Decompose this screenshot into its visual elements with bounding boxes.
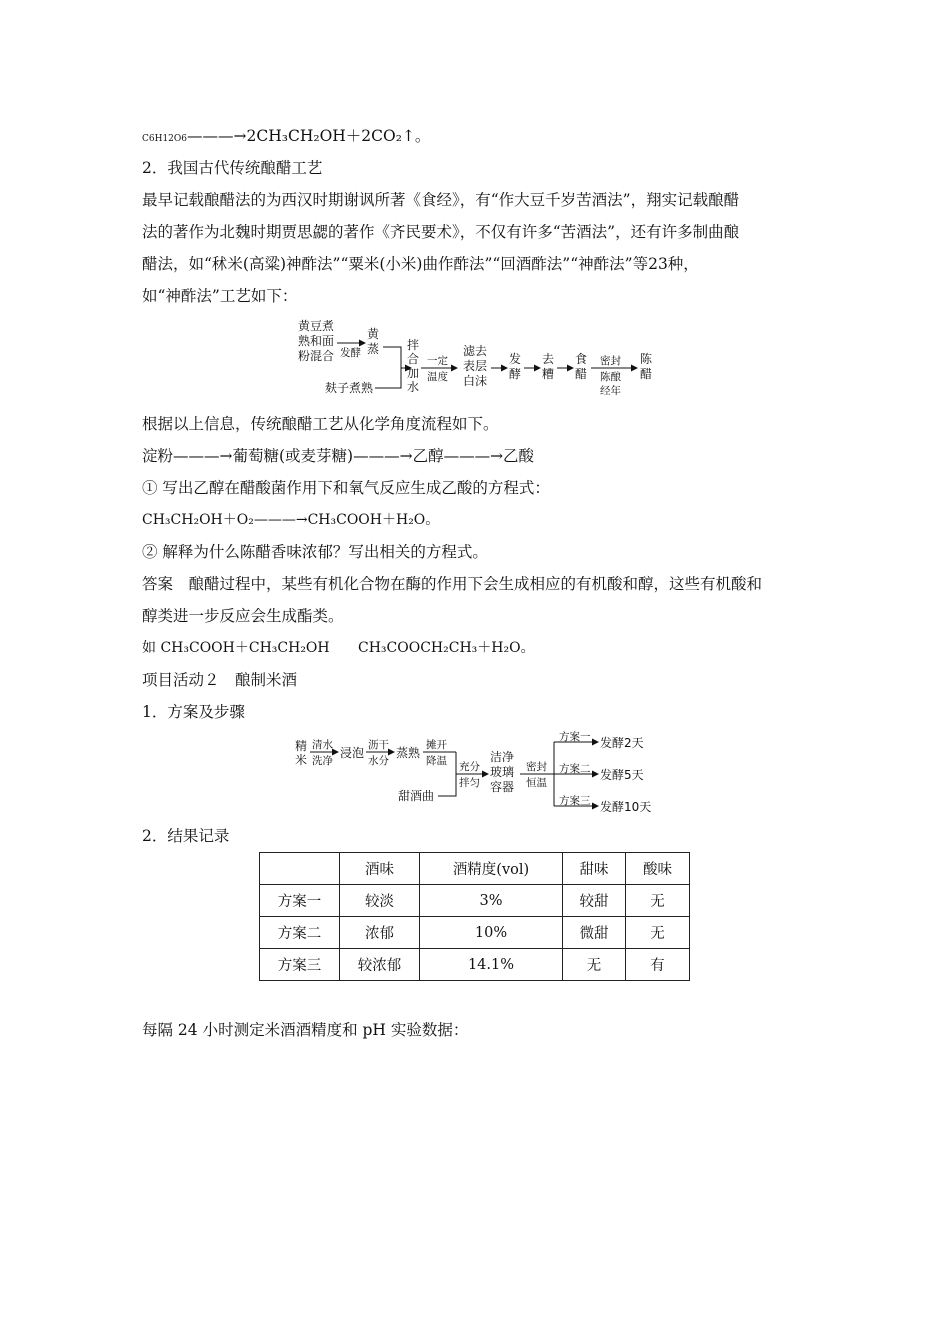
drain-top: 沥干 <box>368 739 389 751</box>
answer-line-1: 答案 酿醋过程中，某些有机化合物在酶的作用下会生成相应的有机酸和醇，这些有机酸和 <box>142 575 763 593</box>
mix-4: 水 <box>407 380 420 394</box>
table-header-cell: 酒味 <box>340 853 420 885</box>
temp-top: 一定 <box>427 355 448 367</box>
jar-2: 玻璃 <box>490 765 515 779</box>
table-row <box>260 949 690 981</box>
table-cell: 浓郁 <box>340 917 420 949</box>
age-2: 经年 <box>600 385 621 397</box>
wash-top: 清水 <box>312 739 333 751</box>
table-cell: 较淡 <box>340 885 420 917</box>
answer-line-2: 醇类进一步反应会生成酯类。 <box>142 607 344 625</box>
mix-top: 充分 <box>459 761 480 773</box>
table-cell: 10% <box>420 917 563 949</box>
temp-bottom: 温度 <box>427 371 448 383</box>
plan-3-label: 方案三 <box>559 795 591 807</box>
flow-start-2: 熟和面 <box>298 334 335 348</box>
spread-top: 摊开 <box>426 739 447 751</box>
drain-bottom: 水分 <box>368 755 389 767</box>
vinegar-process-diagram <box>295 316 665 400</box>
result-heading: 2．结果记录 <box>142 827 230 845</box>
fa: 发 <box>509 352 522 366</box>
table-header-cell: 酒精度(vol) <box>420 853 563 885</box>
plan-2-label: 方案二 <box>559 763 591 775</box>
seal-label: 密封 <box>600 355 621 367</box>
equation-product: 2CH₃CH₂OH＋2CO₂↑。 <box>246 127 431 145</box>
rice-wine-process-diagram <box>292 730 662 812</box>
result-2: 发酵5天 <box>600 768 644 782</box>
mi: 米 <box>295 753 308 767</box>
flow-start-3: 粉混合 <box>298 349 335 363</box>
soak: 浸泡 <box>340 746 365 760</box>
answer-equation-left: 如 CH₃COOH＋CH₃CH₂OH <box>142 640 330 656</box>
table-cell: 方案三 <box>260 949 340 981</box>
seal-bottom: 恒温 <box>526 777 547 789</box>
age-1: 陈酿 <box>600 371 621 383</box>
fuzi-label: 麸子煮熟 <box>325 381 374 395</box>
cu-final: 醋 <box>640 367 653 381</box>
table-cell: 14.1% <box>420 949 563 981</box>
table-cell: 无 <box>626 917 690 949</box>
table-row <box>260 917 690 949</box>
table-row <box>260 885 690 917</box>
flow-start-1: 黄豆煮 <box>298 319 335 333</box>
top-equation <box>142 126 430 149</box>
steam: 蒸熟 <box>396 746 421 760</box>
result-table <box>259 852 690 981</box>
filter-1: 滤去 <box>463 344 488 358</box>
plan-1-label: 方案一 <box>559 731 591 743</box>
filter-2: 表层 <box>463 359 488 373</box>
activity-title: 项目活动２ 酿制米酒 <box>142 671 298 689</box>
table-header-cell: 甜味 <box>563 853 626 885</box>
table-cell: 方案二 <box>260 917 340 949</box>
result-1: 发酵2天 <box>600 736 644 750</box>
mix-3: 加 <box>407 366 420 380</box>
table-header-row <box>260 853 690 885</box>
mix-2: 合 <box>407 352 420 366</box>
wash-bottom: 洗净 <box>312 755 333 767</box>
section-heading: 2．我国古代传统酿醋工艺 <box>142 159 323 177</box>
answer-equation-right: CH₃COOCH₂CH₃＋H₂O。 <box>358 640 535 656</box>
equation-arrow: ———→ <box>187 127 247 145</box>
table-cell: 无 <box>626 885 690 917</box>
mix-1: 拌 <box>407 338 420 352</box>
node-zheng: 蒸 <box>367 342 380 356</box>
mix-bottom: 拌匀 <box>459 777 480 789</box>
seal-top: 密封 <box>526 761 547 773</box>
step-heading: 1．方案及步骤 <box>142 703 245 721</box>
qu: 去 <box>542 352 555 366</box>
table-cell: 微甜 <box>563 917 626 949</box>
question-1: ① 写出乙醇在醋酸菌作用下和氧气反应生成乙酸的方程式： <box>142 479 550 497</box>
jing: 精 <box>295 739 308 753</box>
table-header-cell: 酸味 <box>626 853 690 885</box>
table-header-cell <box>260 853 340 885</box>
node-huang: 黄 <box>367 327 380 341</box>
ferment-label: 发酵 <box>340 347 361 359</box>
chem-flow: 淀粉———→葡萄糖(或麦芽糖)———→乙醇———→乙酸 <box>142 447 535 465</box>
equation-reactant: C6H12O6 <box>142 134 188 144</box>
jar-3: 容器 <box>490 780 515 794</box>
paragraph-line: 最早记载酿醋法的为西汉时期谢讽所著《食经》，有“作大豆千岁苦酒法”，翔实记载酿醋 <box>142 191 740 209</box>
table-cell: 3% <box>420 885 563 917</box>
paragraph-line: 如“神酢法”工艺如下： <box>142 287 298 305</box>
after-flow-text: 根据以上信息，传统酿醋工艺从化学角度流程如下。 <box>142 415 499 433</box>
question-2: ② 解释为什么陈醋香味浓郁？写出相关的方程式。 <box>142 543 488 561</box>
table-cell: 较浓郁 <box>340 949 420 981</box>
question-1-equation: CH₃CH₂OH＋O₂———→CH₃COOH＋H₂O。 <box>142 512 440 528</box>
spread-bottom: 降温 <box>426 755 447 767</box>
jiao: 酵 <box>509 367 522 381</box>
table-cell: 无 <box>563 949 626 981</box>
footer-line: 每隔 24 小时测定米酒酒精度和 pH 实验数据： <box>142 1021 469 1039</box>
jar-1: 洁净 <box>490 750 515 764</box>
filter-3: 白沫 <box>463 374 488 388</box>
shi: 食 <box>575 352 588 366</box>
cu: 醋 <box>575 367 588 381</box>
table-cell: 方案一 <box>260 885 340 917</box>
paragraph-line: 法的著作为北魏时期贾思勰的著作《齐民要术》，不仅有许多“苦酒法”，还有许多制曲酿 <box>142 223 740 241</box>
result-3: 发酵10天 <box>600 800 652 812</box>
sweet-yeast: 甜酒曲 <box>398 789 435 803</box>
table-cell: 有 <box>626 949 690 981</box>
zao: 糟 <box>542 367 555 381</box>
chen: 陈 <box>640 352 653 366</box>
paragraph-line: 醋法，如“秫米(高粱)神酢法”“粟米(小米)曲作酢法”“回酒酢法”“神酢法”等23种， <box>142 255 699 273</box>
table-cell: 较甜 <box>563 885 626 917</box>
